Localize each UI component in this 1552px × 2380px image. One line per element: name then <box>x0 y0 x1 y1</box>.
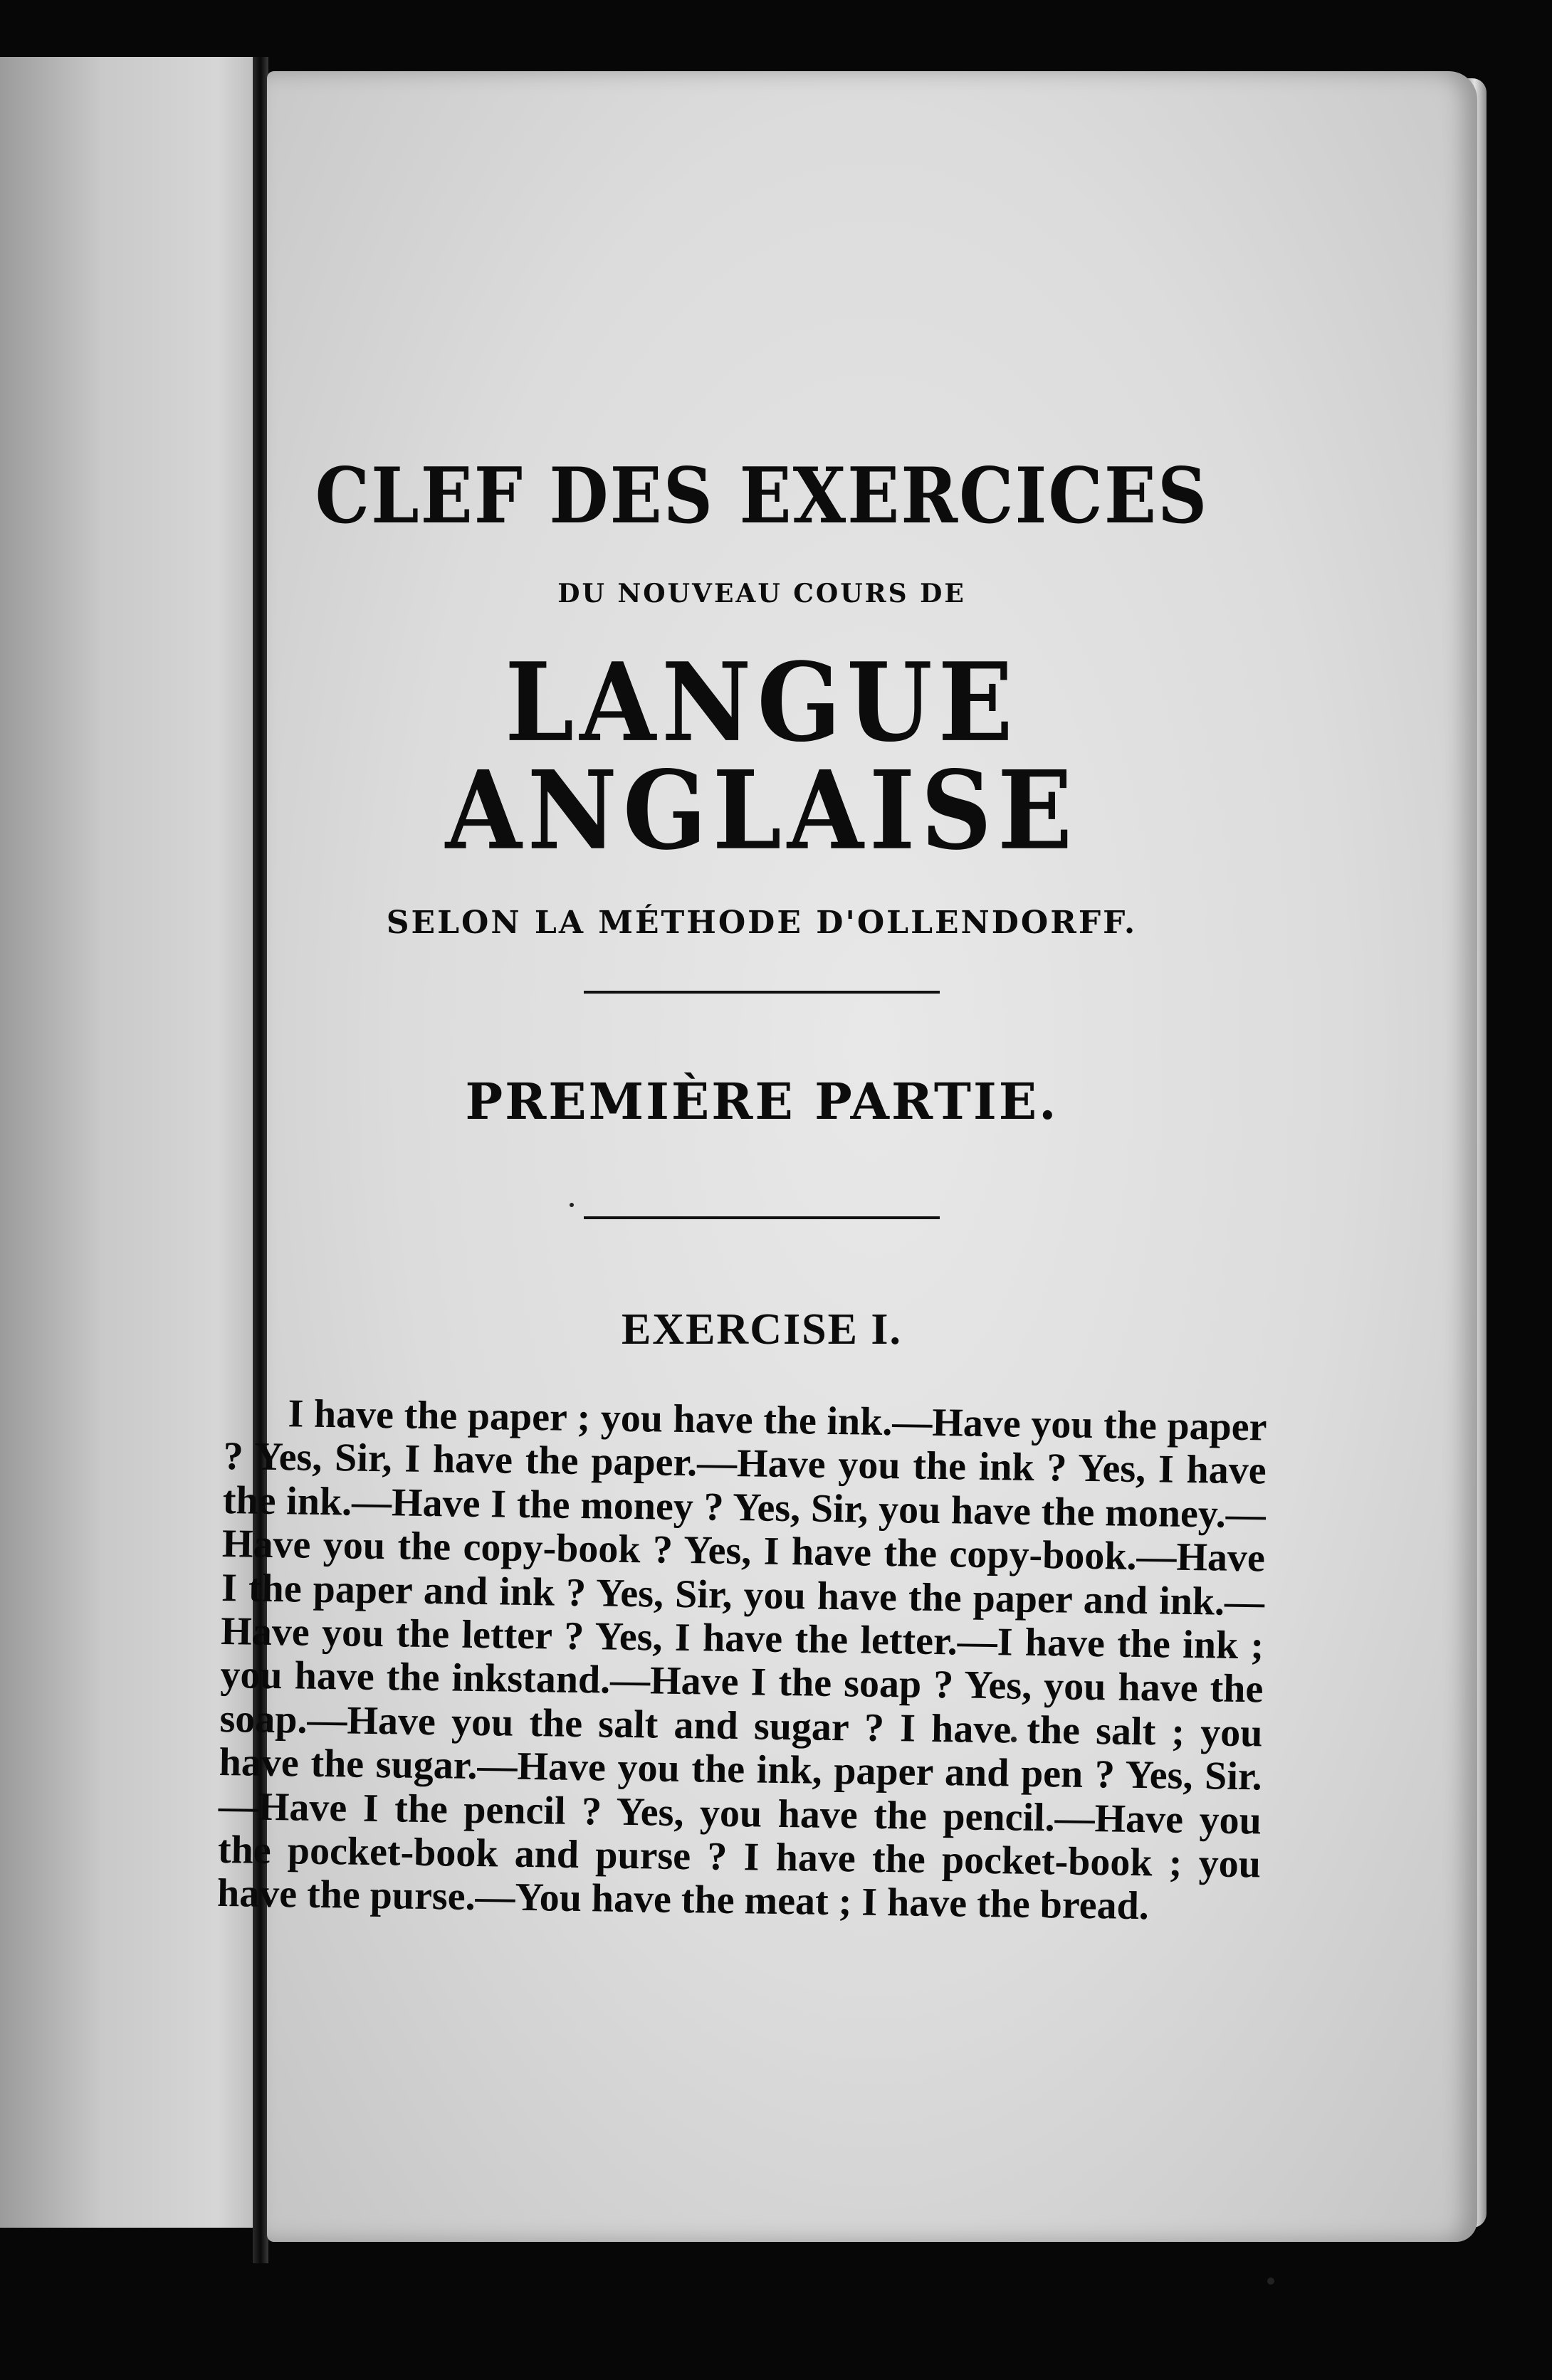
divider-rule <box>584 991 940 994</box>
exercise-heading: EXERCISE I. <box>621 1305 903 1354</box>
dust-speck <box>1267 2278 1274 2285</box>
title-methode-ollendorff: SELON LA MÉTHODE D'OLLENDORFF. <box>386 905 1138 941</box>
part-heading: PREMIÈRE PARTIE. <box>465 1072 1059 1131</box>
title-clef-des-exercices: CLEF DES EXERCICES <box>315 451 1209 541</box>
title-langue-anglaise: LANGUE ANGLAISE <box>445 638 1079 874</box>
title-block <box>228 451 1296 1355</box>
divider-rule <box>584 1216 940 1219</box>
exercise-text: I have the paper ; you have the ink.—Have you the paper ? Yes, Sir, I have the paper.—Have you the ink ? Yes, I have the ink.—Have I the money ? Yes, Sir, you have the money.—Have you the copy-book ? Yes, I have the copy-book.—Have I the paper and ink ? Yes, Sir, you have the paper and ink.—Have you the letter ? Yes, I have the letter.—I have the ink ; you have the inkstand.—Have I the soap ? Yes, you have the soap.—Have you the salt and sugar ? I have the salt ; you have the sugar.—Have you the ink, paper and pen ? Yes, Sir.—Have I the pencil ? Yes, you have the pencil.—Have you the pocket-book and purse ? I have the pocket-book ; you have the purse.—You have the meat ; I have the bread. <box>216 1391 1267 1929</box>
title-du-nouveau-cours: DU NOUVEAU COURS DE <box>557 579 966 609</box>
